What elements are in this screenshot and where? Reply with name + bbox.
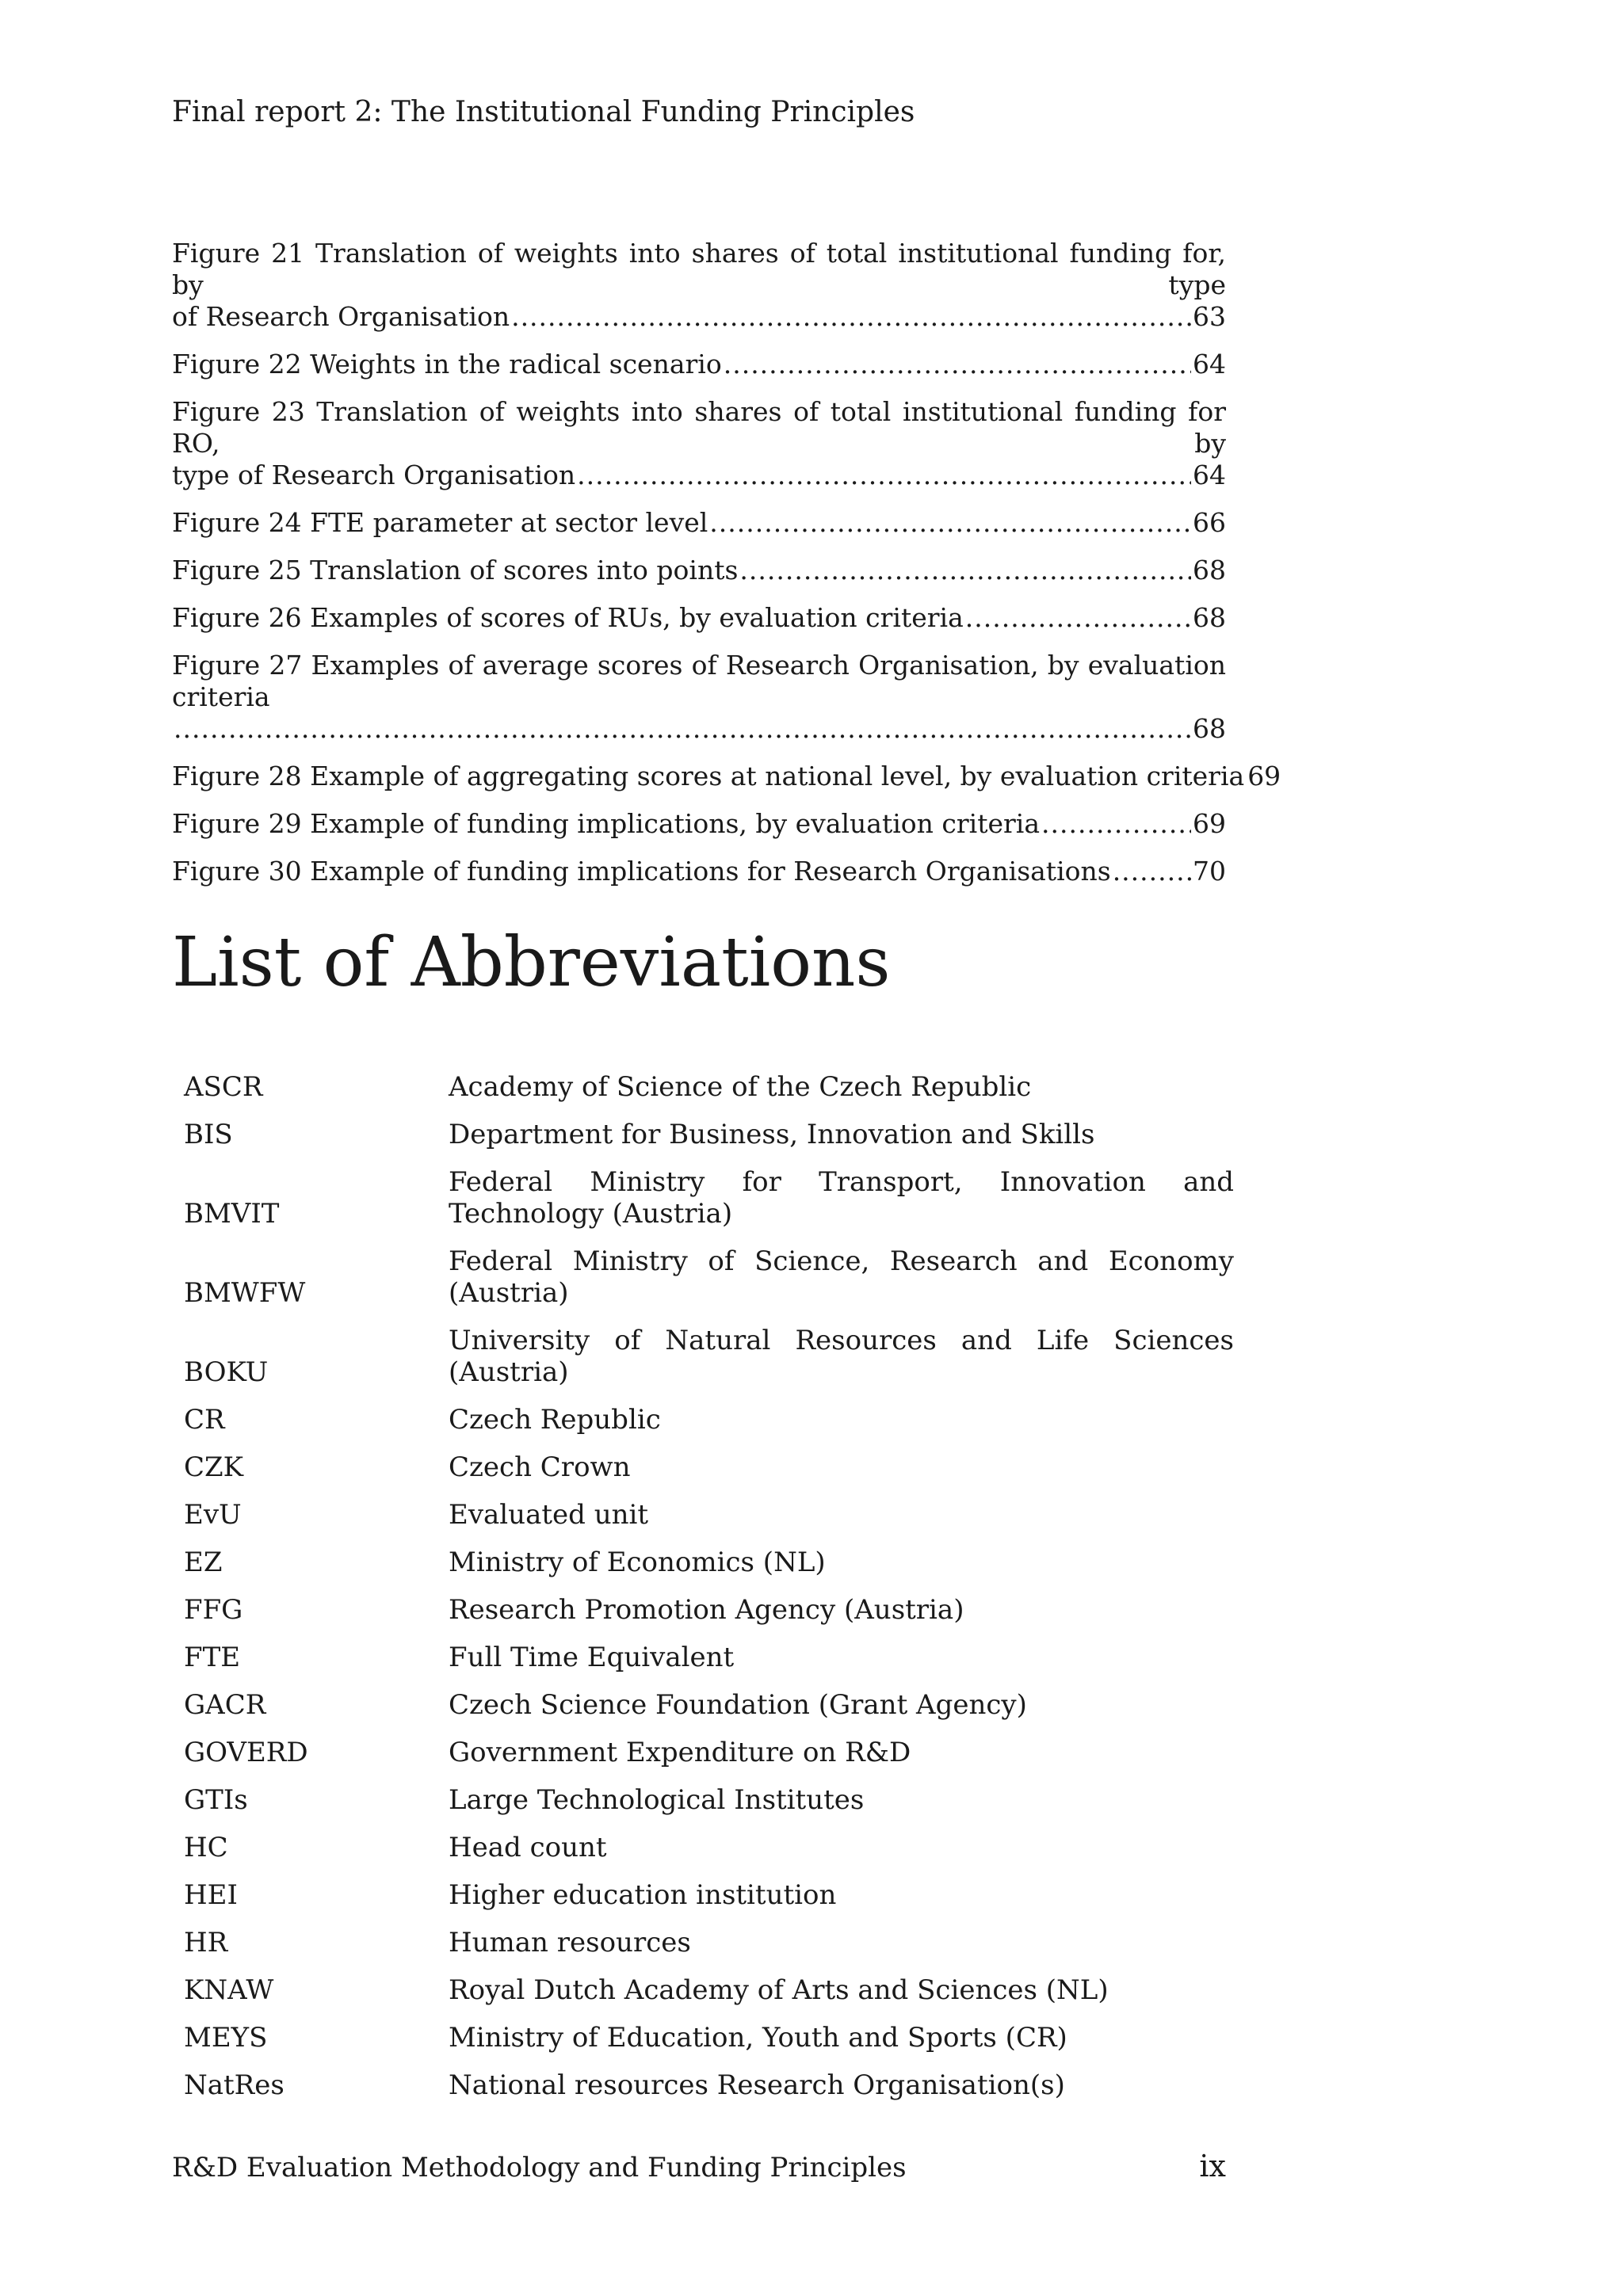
toc-entry-text: Figure 21 Translation of weights into shares of total institutional funding for, by type — [172, 238, 1226, 300]
abbreviation-definition: National resources Research Organisation(s) — [449, 2069, 1065, 2101]
abbreviation-term: HR — [184, 1927, 228, 1958]
table-row — [184, 2014, 1234, 2061]
abbreviation-definition: Large Technological Institutes — [449, 1784, 865, 1816]
toc-entry-figure-30[interactable] — [172, 856, 1226, 887]
table-row — [184, 1586, 1234, 1634]
toc-entry-text: Figure 28 Example of aggregating scores at national level, by evaluation criteria — [172, 761, 1245, 791]
toc-entry-figure-22[interactable] — [172, 349, 1226, 380]
toc-entry-text: Figure 22 Weights in the radical scenario — [172, 349, 722, 379]
abbreviation-definition: Royal Dutch Academy of Arts and Sciences (NL) — [449, 1974, 1109, 2006]
abbreviation-term: ASCR — [184, 1071, 263, 1103]
table-row — [184, 1919, 1234, 1966]
table-row — [184, 1729, 1234, 1776]
abbreviation-definition: Higher education institution — [449, 1879, 837, 1911]
toc-page-number: 64 — [1193, 460, 1226, 490]
abbreviation-definition: Head count — [449, 1832, 607, 1863]
toc-page-number: 68 — [1193, 713, 1226, 744]
toc-entry-text: Figure 23 Translation of weights into shares of total institutional funding for RO, by — [172, 396, 1226, 459]
abbreviation-term: CR — [184, 1404, 225, 1436]
toc-entry-text: of Research Organisation — [172, 301, 510, 332]
table-row — [184, 1063, 1234, 1111]
table-row — [184, 1238, 1234, 1317]
abbreviation-term: BOKU — [184, 1356, 269, 1388]
abbreviation-term: FTE — [184, 1642, 241, 1673]
abbreviation-definition: Ministry of Education, Youth and Sports (CR) — [449, 2022, 1067, 2054]
list-of-figures — [172, 238, 1281, 903]
section-title: List of Abbreviations — [172, 923, 891, 1002]
toc-page-number: 64 — [1193, 349, 1226, 379]
abbreviation-definition: Full Time Equivalent — [449, 1642, 735, 1673]
table-row — [184, 1824, 1234, 1871]
toc-entry-text: Figure 26 Examples of scores of RUs, by evaluation criteria — [172, 602, 964, 633]
table-row — [184, 1966, 1234, 2014]
abbreviation-term: NatRes — [184, 2069, 285, 2101]
abbreviation-term: HC — [184, 1832, 228, 1863]
toc-page-number: 68 — [1193, 602, 1226, 633]
abbreviation-term: GOVERD — [184, 1737, 308, 1768]
abbreviation-definition: Evaluated unit — [449, 1499, 649, 1531]
toc-entry-figure-23[interactable] — [172, 396, 1226, 491]
footer-title: R&D Evaluation Methodology and Funding Principles — [172, 2152, 907, 2183]
toc-entry-text: Figure 30 Example of funding implications for Research Organisations — [172, 856, 1111, 887]
toc-entry-figure-21[interactable] — [172, 238, 1226, 333]
toc-entry-figure-26[interactable] — [172, 602, 1226, 634]
abbreviation-term: GACR — [184, 1689, 266, 1721]
dot-leader — [511, 301, 1191, 333]
toc-page-number: 69 — [1193, 808, 1226, 839]
abbreviation-definition: Czech Science Foundation (Grant Agency) — [449, 1689, 1027, 1721]
toc-entry-figure-27[interactable] — [172, 650, 1226, 745]
abbreviation-definition: University of Natural Resources and Life Sciences (Austria) — [449, 1325, 1234, 1388]
table-row — [184, 1491, 1234, 1539]
abbreviation-term: EZ — [184, 1547, 223, 1578]
table-row — [184, 1396, 1234, 1444]
table-row — [184, 1158, 1234, 1238]
toc-entry-text: Figure 25 Translation of scores into points — [172, 555, 739, 585]
abbreviation-definition: Research Promotion Agency (Austria) — [449, 1594, 964, 1626]
dot-leader — [739, 555, 1191, 586]
table-row — [184, 1776, 1234, 1824]
table-row — [184, 2061, 1234, 2109]
abbreviation-term: HEI — [184, 1879, 238, 1911]
table-row — [184, 1444, 1234, 1491]
abbreviation-definition: Federal Ministry for Transport, Innovation and Technology (Austria) — [449, 1166, 1234, 1230]
dot-leader — [709, 507, 1191, 539]
toc-page-number: 68 — [1193, 555, 1226, 585]
table-row — [184, 1871, 1234, 1919]
toc-page-number: 69 — [1247, 761, 1281, 791]
toc-page-number: 70 — [1193, 856, 1226, 887]
abbreviation-definition: Human resources — [449, 1927, 691, 1958]
toc-entry-text: Figure 24 FTE parameter at sector level — [172, 507, 708, 538]
running-header: Final report 2: The Institutional Funding Principles — [172, 96, 915, 128]
dot-leader — [577, 460, 1191, 491]
abbreviation-term: KNAW — [184, 1974, 274, 2006]
abbreviation-term: FFG — [184, 1594, 243, 1626]
toc-entry-text: type of Research Organisation — [172, 460, 576, 490]
table-row — [184, 1681, 1234, 1729]
abbreviation-definition: Czech Crown — [449, 1451, 631, 1483]
dot-leader — [1041, 808, 1191, 840]
abbreviation-term: GTIs — [184, 1784, 248, 1816]
abbreviation-definition: Government Expenditure on R&D — [449, 1737, 911, 1768]
dot-leader — [724, 349, 1191, 380]
toc-page-number: 63 — [1193, 301, 1226, 332]
abbreviation-term: CZK — [184, 1451, 244, 1483]
toc-entry-figure-29[interactable] — [172, 808, 1226, 840]
toc-entry-text: Figure 27 Examples of average scores of Research Organisation, by evaluation criteria — [172, 650, 1226, 712]
table-row — [184, 1317, 1234, 1396]
toc-entry-figure-28[interactable] — [172, 761, 1281, 792]
abbreviation-definition: Ministry of Economics (NL) — [449, 1547, 826, 1578]
abbreviations-table — [184, 1063, 1234, 2109]
dot-leader — [1113, 856, 1191, 887]
abbreviation-definition: Federal Ministry of Science, Research and Economy (Austria) — [449, 1245, 1234, 1309]
page-number: ix — [1199, 2149, 1226, 2183]
running-footer — [172, 2149, 1226, 2185]
toc-entry-figure-25[interactable] — [172, 555, 1226, 586]
abbreviation-term: BMWFW — [184, 1277, 306, 1309]
abbreviation-term: BIS — [184, 1119, 233, 1150]
dot-leader — [174, 713, 1191, 745]
toc-entry-text: Figure 29 Example of funding implications, by evaluation criteria — [172, 808, 1041, 839]
abbreviation-definition: Academy of Science of the Czech Republic — [449, 1071, 1032, 1103]
abbreviation-term: EvU — [184, 1499, 242, 1531]
table-row — [184, 1634, 1234, 1681]
table-row — [184, 1539, 1234, 1586]
abbreviation-term: MEYS — [184, 2022, 268, 2054]
abbreviation-definition: Department for Business, Innovation and Skills — [449, 1119, 1095, 1150]
abbreviation-term: BMVIT — [184, 1198, 280, 1230]
table-row — [184, 1111, 1234, 1158]
abbreviation-definition: Czech Republic — [449, 1404, 661, 1436]
toc-entry-figure-24[interactable] — [172, 507, 1226, 539]
dot-leader — [965, 602, 1191, 634]
toc-page-number: 66 — [1193, 507, 1226, 538]
